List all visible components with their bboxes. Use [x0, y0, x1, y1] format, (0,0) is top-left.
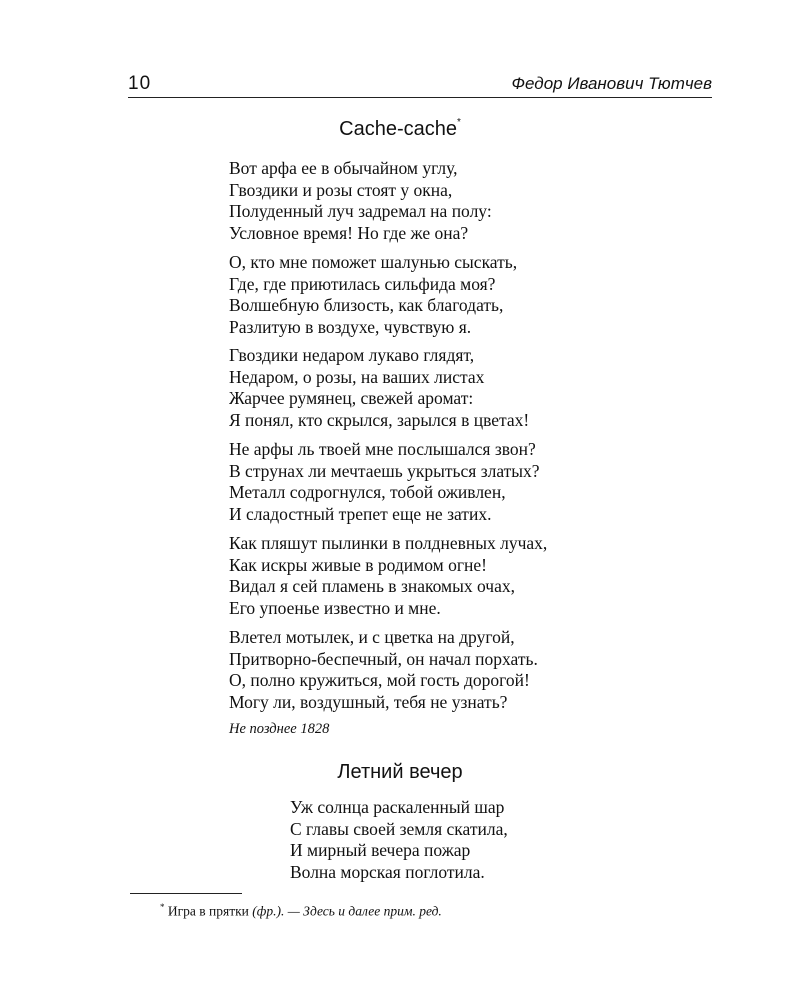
stanza: [229, 252, 517, 338]
verse-line: О, кто мне поможет шалунью сыскать,: [229, 252, 518, 272]
verse-line: Влетел мотылек, и с цветка на другой,: [229, 627, 515, 647]
verse-line: В струнах ли мечтаешь укрыться златых?: [229, 460, 540, 481]
verse-line: Условное время! Но где же она?: [229, 222, 469, 243]
verse-line: С главы своей земля скатила,: [290, 818, 508, 839]
verse-line: Волна морская поглотила.: [290, 861, 485, 882]
verse-line: Гвоздики недаром лукаво глядят,: [229, 345, 475, 365]
poem-title-text: Cache-cache: [339, 118, 457, 140]
verse-line: Как искры живые в родимом огне!: [229, 554, 487, 575]
verse-line: Недаром, о розы, на ваших листах: [229, 366, 485, 387]
poem-title-text: Летний вечер: [337, 761, 463, 783]
stanza: [229, 533, 547, 619]
verse-line: Волшебную близость, как благодать,: [229, 295, 504, 315]
poem-title: [0, 118, 800, 141]
verse-line: Видал я сей пламень в знакомых очах,: [229, 576, 515, 596]
page-header: [128, 73, 712, 98]
verse-line: Вот арфа ее в обычайном углу,: [229, 158, 458, 178]
footnote-mark: *: [160, 902, 165, 912]
verse-line: О, полно кружиться, мой гость дорогой!: [229, 670, 530, 690]
stanza: [290, 797, 508, 883]
verse-line: Притворно-беспечный, он начал порхать.: [229, 648, 538, 669]
verse-line: Полуденный луч задремал на полу:: [229, 201, 492, 221]
poem-title: [0, 761, 800, 784]
footnote-lang: (фр.).: [252, 903, 285, 919]
verse-line: Где, где приютилась сильфида моя?: [229, 273, 496, 294]
footnote-divider: [130, 893, 242, 894]
footnote: [160, 902, 442, 920]
verse-line: Как пляшут пылинки в полдневных лучах,: [229, 533, 548, 553]
verse-line: Металл содрогнулся, тобой оживлен,: [229, 482, 506, 502]
footnote-marker: *: [456, 117, 461, 129]
stanza: [229, 345, 529, 431]
poem-date: Не позднее 1828: [229, 721, 330, 737]
verse-line: Жарчее румянец, свежей аромат:: [229, 388, 474, 408]
verse-line: Его упоенье известно и мне.: [229, 597, 441, 618]
running-head: Федор Иванович Тютчев: [511, 74, 712, 93]
stanza: [229, 158, 492, 244]
verse-line: Гвоздики и розы стоят у окна,: [229, 179, 453, 200]
stanza: [229, 439, 540, 525]
verse-line: Могу ли, воздушный, тебя не узнать?: [229, 691, 508, 712]
footnote-text: Игра в прятки: [164, 903, 253, 919]
verse-line: И мирный вечера пожар: [290, 840, 471, 860]
verse-line: Я понял, кто скрылся, зарылся в цветах!: [229, 409, 530, 430]
verse-line: Разлитую в воздухе, чувствую я.: [229, 316, 472, 337]
verse-line: Уж солнца раскаленный шар: [290, 797, 505, 817]
footnote-note: — Здесь и далее прим. ред.: [284, 903, 442, 919]
page-number: 10: [128, 73, 152, 94]
verse-line: И сладостный трепет еще не затих.: [229, 503, 492, 524]
verse-line: Не арфы ль твоей мне послышался звон?: [229, 439, 536, 459]
stanza: [229, 627, 538, 713]
